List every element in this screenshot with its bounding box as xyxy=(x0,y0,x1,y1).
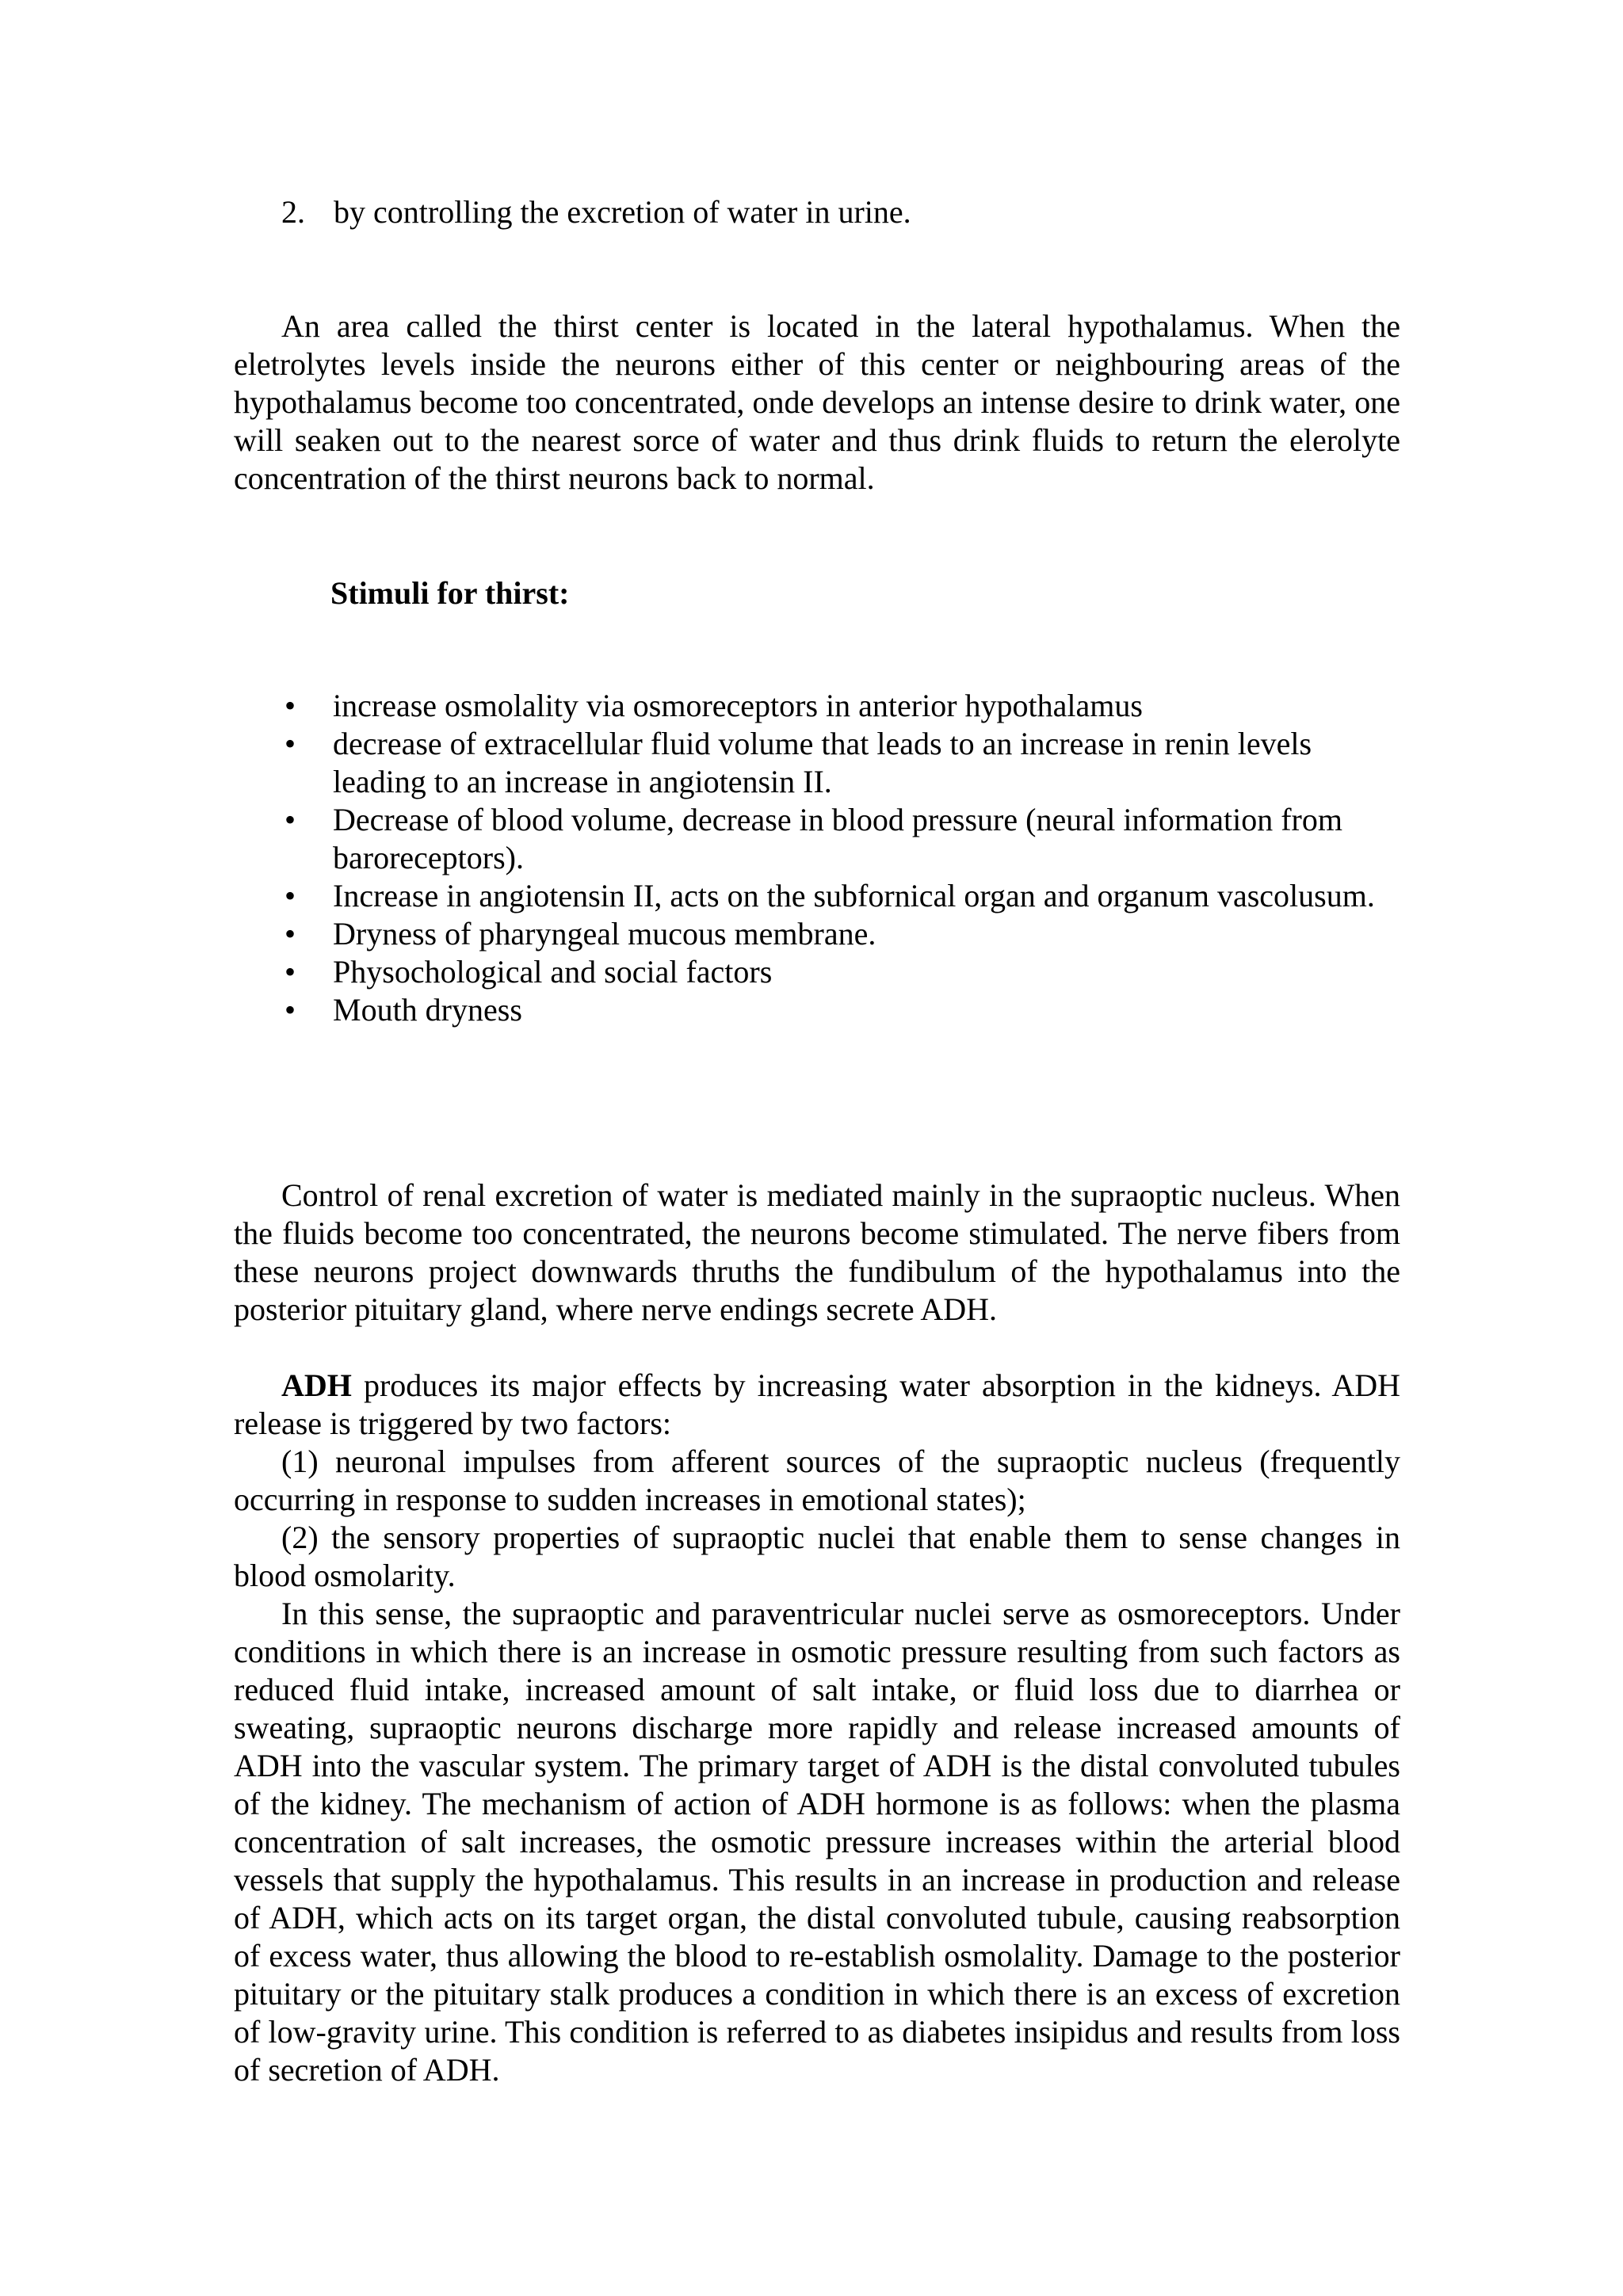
bullet-icon: • xyxy=(285,992,296,1028)
bullet-icon: • xyxy=(285,688,296,723)
adh-intro-text: produces its major effects by increasing water absorption in the kidneys. ADH release is triggered by two factors: xyxy=(234,1367,1400,1441)
list-item: • decrease of extracellular fluid volume that leads to an increase in renin levels leading to an increase in angiotensin II. xyxy=(285,726,1312,799)
stimuli-heading: Stimuli for thirst: xyxy=(330,575,570,611)
adh-intro-paragraph xyxy=(234,1367,1400,1443)
bullet-icon: • xyxy=(285,726,296,761)
adh-factor-1: (1) neuronal impulses from afferent sources of the supraoptic nucleus (frequently occurring in response to sudden increases in emotional states); xyxy=(234,1444,1400,1517)
renal-paragraph: Control of renal excretion of water is mediated mainly in the supraoptic nucleus. When the fluids become too concentrated, the neurons become stimulated. The nerve fibers from these neurons project downwards thruths the fundibulum of the hypothalamus into the posterior pituitary gland, where nerve endings secrete ADH. xyxy=(234,1177,1400,1327)
list-item: • increase osmolality via osmoreceptors in anterior hypothalamus xyxy=(285,688,1143,723)
adh-factor-2: (2) the sensory properties of supraoptic nuclei that enable them to sense changes in blood osmolarity. xyxy=(234,1520,1400,1593)
bullet-icon: • xyxy=(285,802,296,837)
bullet-icon: • xyxy=(285,954,296,990)
thirst-center-paragraph: An area called the thirst center is located in the lateral hypothalamus. When the eletrolytes levels inside the neurons either of this center or neighbouring areas of the hypothalamus become too concentrated, onde develops an intense desire to drink water, one will seaken out to the nearest sorce of water and thus drink fluids to return the elerolyte concentration of the thirst neurons back to normal. xyxy=(234,308,1400,496)
bullet-icon: • xyxy=(285,916,296,952)
list-item: • Decrease of blood volume, decrease in blood pressure (neural information from baroreceptors). xyxy=(285,802,1342,875)
adh-section xyxy=(234,1367,1400,2089)
numbered-item xyxy=(281,193,911,231)
renal-paragraph-block xyxy=(234,1177,1400,1329)
thirst-center-paragraph-block xyxy=(234,307,1400,498)
list-item: • Increase in angiotensin II, acts on the subfornical organ and organum vascolusum. xyxy=(285,878,1375,913)
list-item: • Physochological and social factors xyxy=(285,954,773,990)
adh-closing-paragraph: In this sense, the supraoptic and paraventricular nuclei serve as osmoreceptors. Under conditions in which there is an increase in osmotic pressure resulting from such factors as reduced fluid intake, increased amount of salt intake, or fluid loss due to diarrhea or sweating, supraoptic neurons discharge more rapidly and release increased amounts of ADH into the vascular system. The primary target of ADH is the distal convoluted tubules of the kidney. The mechanism of action of ADH hormone is as follows: when the plasma concentration of salt increases, the osmotic pressure increases within the arterial blood vessels that supply the hypothalamus. This results in an increase in production and release of ADH, which acts on its target organ, the distal convoluted tubule, causing reabsorption of excess water, thus allowing the blood to re-establish osmolality. Damage to the posterior pituitary or the pituitary stalk produces a condition in which there is an excess of excretion of low-gravity urine. This condition is referred to as diabetes insipidus and results from loss of secretion of ADH. xyxy=(234,1596,1400,2088)
bullet-icon: • xyxy=(285,878,296,913)
stimuli-list xyxy=(281,687,1407,1029)
adh-term: ADH xyxy=(281,1367,352,1403)
list-item: • Mouth dryness xyxy=(285,992,522,1028)
list-item: • Dryness of pharyngeal mucous membrane. xyxy=(285,916,876,952)
item-text: by controlling the excretion of water in urine. xyxy=(334,194,911,230)
item-number: 2. xyxy=(281,194,305,230)
